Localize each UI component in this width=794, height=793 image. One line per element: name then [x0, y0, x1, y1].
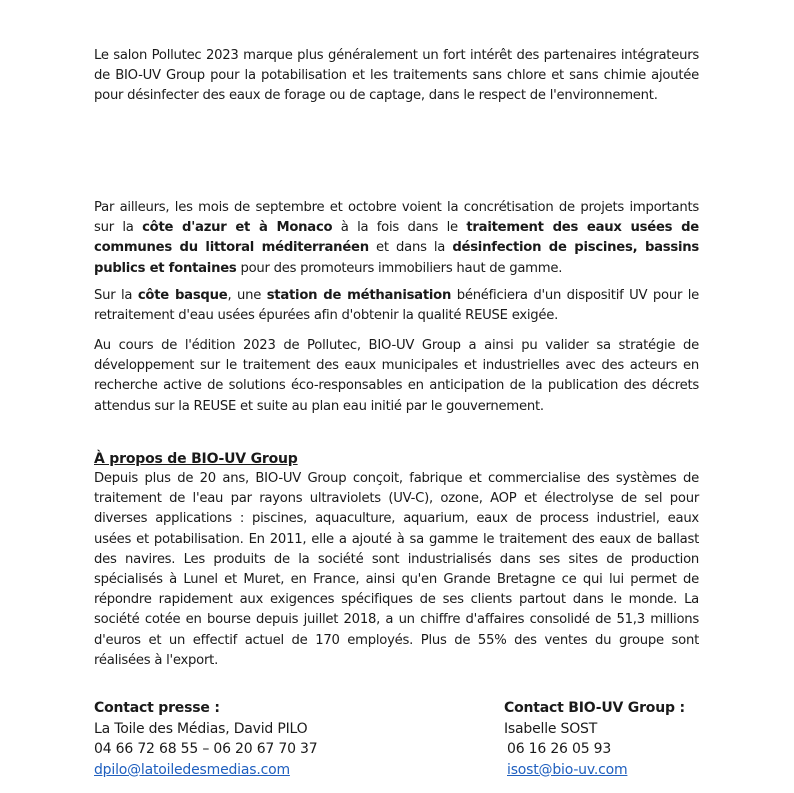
bold-text: station de méthanisation — [266, 288, 452, 303]
company-contact-phone: 06 16 26 05 93 — [507, 741, 612, 757]
press-contact-heading: Contact presse : — [94, 700, 220, 716]
text: pour des promoteurs immobiliers haut de gamme. — [236, 260, 563, 276]
company-contact — [504, 698, 685, 780]
bold-text: désinfection de piscines, bassins publics et fontaines — [94, 240, 699, 276]
about-body: Depuis plus de 20 ans, BIO-UV Group conçoit, fabrique et commercialise des systèmes de traitement de l'eau par rayons ultraviolets (UV-C), ozone, AOP et électrolyse de sel pour diverses applications : piscines, aquaculture, aquarium, eaux de process industriel, eaux usées et potabilisation. En 2011, elle a ajouté à sa gamme le traitement des eaux de ballast des navires. Les produits de la société sont industrialisés dans ses sites de production spécialisés à Lunel et Muret, en France, ainsi qu'en Grande Bretagne ce qui lui permet de répondre rapidement aux exigences spécifiques de ses clients partout dans le monde. La société cotée en bourse depuis juillet 2018, a un chiffre d'affaires consolidé de 51,3 millions d'euros et un effectif actuel de 170 employés. Plus de 55% des ventes du groupe sont réalisées à l'export. — [94, 471, 699, 668]
paragraph-projects-cote-azur — [94, 198, 699, 279]
paragraph-cote-basque — [94, 286, 699, 326]
text: Par ailleurs, les mois de septembre et octobre voient la concrétisation de projets importants sur la — [94, 200, 699, 236]
company-contact-name: Isabelle SOST — [504, 720, 598, 737]
text: et dans la — [368, 240, 453, 256]
press-contact-phone: 04 66 72 68 55 – 06 20 67 70 37 — [94, 741, 318, 757]
paragraph-pollutec-interest: Le salon Pollutec 2023 marque plus généralement un fort intérêt des partenaires intégrateurs de BIO-UV Group pour la potabilisation et les traitements sans chlore et sans chimie ajoutée pour désinfecter des eaux de forage ou de captage, dans le respect de l'environnement. — [94, 48, 699, 104]
bold-text: traitement des eaux usées de communes du littoral méditerranéen — [94, 220, 699, 256]
about-heading: À propos de BIO-UV Group — [94, 451, 298, 467]
press-contact-name: La Toile des Médias, David PILO — [94, 720, 308, 737]
company-contact-heading: Contact BIO-UV Group : — [504, 700, 685, 716]
text: à la fois dans le — [332, 220, 467, 236]
text: Sur la — [94, 288, 138, 303]
press-contact — [94, 698, 317, 780]
bold-text: côte d'azur et à Monaco — [142, 220, 333, 236]
text: bénéficiera d'un dispositif UV pour le retraitement d'eau usées épurées afin d'obtenir la qualité REUSE exigée. — [94, 288, 700, 324]
company-contact-email-link[interactable]: isost@bio-uv.com — [507, 761, 628, 778]
press-contact-email-link[interactable]: dpilo@latoiledesmedias.com — [94, 761, 290, 778]
paragraph-strategy: Au cours de l'édition 2023 de Pollutec, BIO-UV Group a ainsi pu valider sa stratégie de développement sur le traitement des eaux municipales et industrielles avec des acteurs en recherche active de solutions éco-responsables en anticipation de la publication des décrets attendus sur la REUSE et suite au plan eau initié par le gouvernement. — [94, 338, 699, 414]
bold-text: côte basque — [137, 288, 228, 303]
text: , une — [227, 288, 267, 303]
